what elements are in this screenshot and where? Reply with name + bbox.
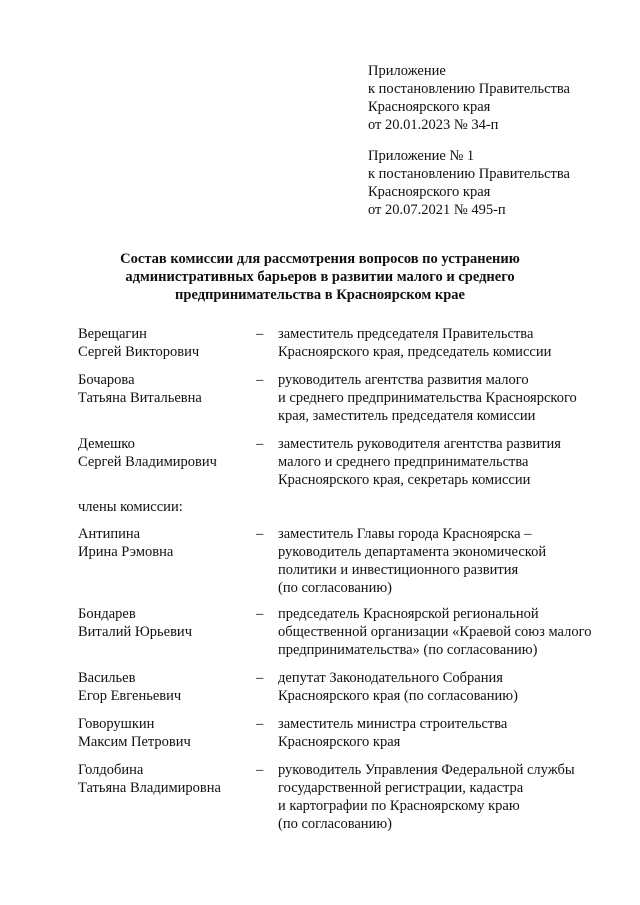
member-given-name: Ирина Рэмовна [78, 544, 174, 560]
member-name [78, 715, 248, 751]
dash-separator: – [256, 716, 264, 732]
role-line: руководитель агентства развития малого [278, 372, 529, 388]
member-given-name: Виталий Юрьевич [78, 624, 192, 640]
member-name [78, 605, 248, 641]
member-given-name: Татьяна Витальевна [78, 390, 202, 406]
role-line: государственной регистрации, кадастра [278, 780, 524, 796]
document-title [60, 250, 580, 304]
member-surname: Демешко [78, 436, 135, 452]
title-line: предпринимательства в Красноярском крае [175, 287, 465, 303]
role-line: председатель Красноярской региональной [278, 606, 539, 622]
member-name [78, 435, 248, 471]
member-name [78, 669, 248, 705]
role-line: предпринимательства» (по согласованию) [278, 642, 538, 658]
role-line: руководитель Управления Федеральной службы [278, 762, 575, 778]
member-role [278, 669, 608, 705]
role-line: (по согласованию) [278, 816, 392, 832]
member-given-name: Сергей Викторович [78, 344, 200, 360]
role-line: (по согласованию) [278, 580, 392, 596]
role-line: общественной организации «Краевой союз малого [278, 624, 592, 640]
member-name [78, 371, 248, 407]
appendix-header-original [368, 147, 570, 219]
appendix-line: Приложение № 1 [368, 148, 475, 164]
member-role [278, 525, 608, 597]
role-line: депутат Законодательного Собрания [278, 670, 503, 686]
title-line: административных барьеров в развитии малого и среднего [125, 269, 515, 285]
appendix-line: Красноярского края [368, 184, 491, 200]
role-line: политики и инвестиционного развития [278, 562, 519, 578]
role-line: руководитель департамента экономической [278, 544, 547, 560]
role-line: Красноярского края (по согласованию) [278, 688, 518, 704]
member-role [278, 325, 608, 361]
member-role [278, 371, 608, 425]
member-surname: Бочарова [78, 372, 135, 388]
dash-separator: – [256, 762, 264, 778]
member-surname: Говорушкин [78, 716, 155, 732]
member-given-name: Егор Евгеньевич [78, 688, 182, 704]
role-line: заместитель председателя Правительства [278, 326, 534, 342]
appendix-line: к постановлению Правительства [368, 81, 570, 97]
appendix-line: от 20.07.2021 № 495-п [368, 202, 506, 218]
member-surname: Верещагин [78, 326, 147, 342]
member-name [78, 325, 248, 361]
appendix-line: Красноярского края [368, 99, 491, 115]
member-given-name: Сергей Владимирович [78, 454, 217, 470]
dash-separator: – [256, 606, 264, 622]
role-line: заместитель министра строительства [278, 716, 508, 732]
member-surname: Антипина [78, 526, 141, 542]
dash-separator: – [256, 326, 264, 342]
member-role [278, 715, 608, 751]
appendix-line: от 20.01.2023 № 34-п [368, 117, 499, 133]
role-line: заместитель Главы города Красноярска – [278, 526, 532, 542]
member-name [78, 761, 248, 797]
role-line: края, заместитель председателя комиссии [278, 408, 536, 424]
member-surname: Бондарев [78, 606, 136, 622]
role-line: Красноярского края [278, 734, 401, 750]
appendix-line: к постановлению Правительства [368, 166, 570, 182]
role-line: Красноярского края, секретарь комиссии [278, 472, 531, 488]
dash-separator: – [256, 670, 264, 686]
dash-separator: – [256, 526, 264, 542]
appendix-header-current [368, 62, 570, 134]
member-surname: Васильев [78, 670, 136, 686]
members-section-label: члены комиссии: [78, 499, 183, 515]
appendix-line: Приложение [368, 63, 446, 79]
member-given-name: Максим Петрович [78, 734, 191, 750]
member-role [278, 761, 608, 833]
dash-separator: – [256, 372, 264, 388]
role-line: малого и среднего предпринимательства [278, 454, 529, 470]
role-line: и картографии по Красноярскому краю [278, 798, 520, 814]
member-name [78, 525, 248, 561]
role-line: заместитель руководителя агентства развития [278, 436, 561, 452]
member-surname: Голдобина [78, 762, 144, 778]
member-given-name: Татьяна Владимировна [78, 780, 221, 796]
member-role [278, 605, 608, 659]
title-line: Состав комиссии для рассмотрения вопросов по устранению [120, 251, 520, 267]
member-role [278, 435, 608, 489]
role-line: Красноярского края, председатель комиссии [278, 344, 552, 360]
role-line: и среднего предпринимательства Красноярского [278, 390, 577, 406]
dash-separator: – [256, 436, 264, 452]
